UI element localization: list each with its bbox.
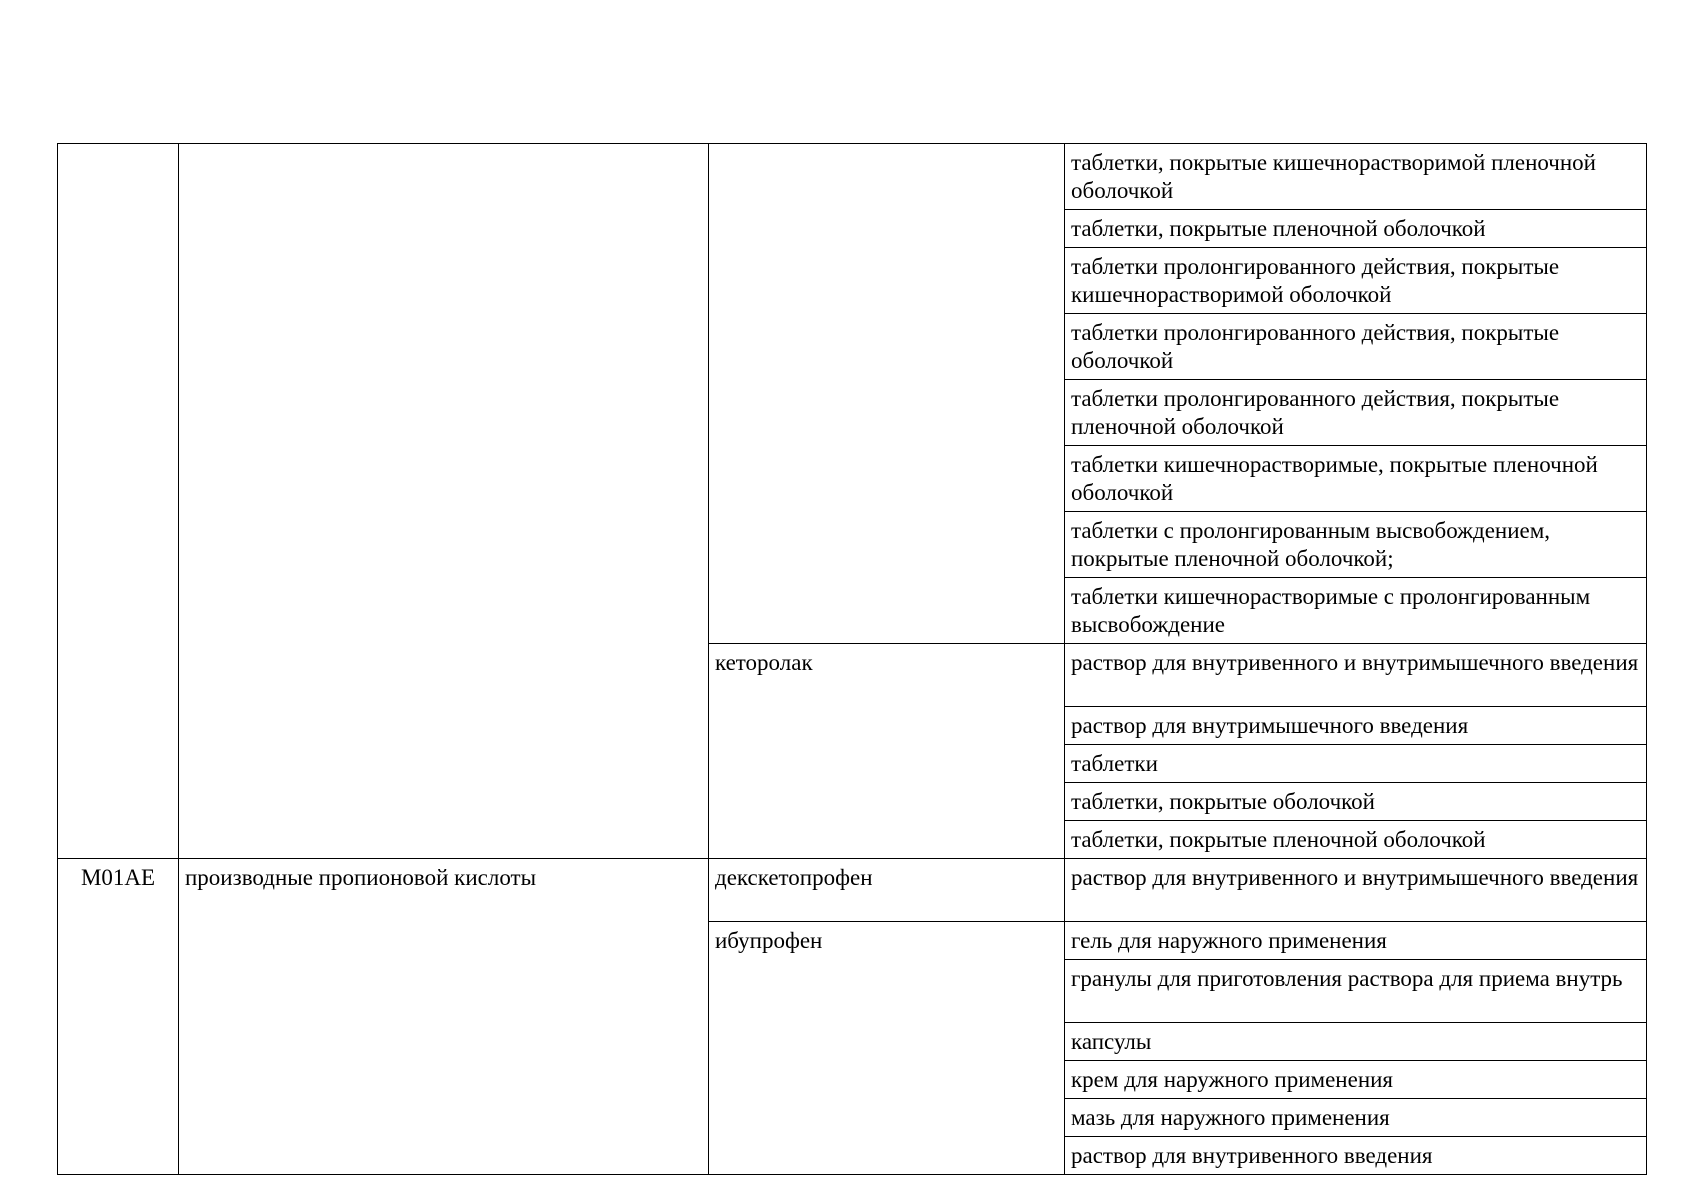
group-name-cell: производные пропионовой кислоты	[179, 859, 709, 1175]
dosage-form-cell: крем для наружного применения	[1065, 1061, 1647, 1099]
dosage-form-cell: раствор для внутривенного и внутримышечного введения	[1065, 644, 1647, 707]
dosage-form-cell: таблетки, покрытые пленочной оболочкой	[1065, 821, 1647, 859]
dosage-form-cell: таблетки пролонгированного действия, покрытые оболочкой	[1065, 314, 1647, 380]
table-row	[58, 144, 1647, 210]
drug-name-cell: кеторолак	[709, 644, 1065, 859]
dosage-form-cell: таблетки пролонгированного действия, покрытые кишечнорастворимой оболочкой	[1065, 248, 1647, 314]
drug-name-cell: ибупрофен	[709, 922, 1065, 1175]
dosage-form-cell: таблетки	[1065, 745, 1647, 783]
document-page	[57, 143, 1646, 1175]
dosage-form-cell: таблетки с пролонгированным высвобождением, покрытые пленочной оболочкой;	[1065, 512, 1647, 578]
dosage-form-cell: раствор для внутримышечного введения	[1065, 707, 1647, 745]
atc-code-cell: M01AE	[58, 859, 179, 1175]
dosage-form-cell: капсулы	[1065, 1023, 1647, 1061]
dosage-form-cell: таблетки, покрытые оболочкой	[1065, 783, 1647, 821]
drug-name-cell: декскетопрофен	[709, 859, 1065, 922]
dosage-form-cell: таблетки, покрытые кишечнорастворимой пленочной оболочкой	[1065, 144, 1647, 210]
dosage-form-cell: таблетки пролонгированного действия, покрытые пленочной оболочкой	[1065, 380, 1647, 446]
atc-code-cell	[58, 144, 179, 859]
dosage-form-cell: раствор для внутривенного и внутримышечного введения	[1065, 859, 1647, 922]
dosage-form-cell: таблетки, покрытые пленочной оболочкой	[1065, 210, 1647, 248]
medication-table	[57, 143, 1647, 1175]
dosage-form-cell: таблетки кишечнорастворимые с пролонгированным высвобождение	[1065, 578, 1647, 644]
group-name-cell	[179, 144, 709, 859]
dosage-form-cell: гранулы для приготовления раствора для приема внутрь	[1065, 960, 1647, 1023]
drug-name-cell	[709, 144, 1065, 644]
dosage-form-cell: раствор для внутривенного введения	[1065, 1137, 1647, 1175]
table-row	[58, 859, 1647, 922]
dosage-form-cell: гель для наружного применения	[1065, 922, 1647, 960]
dosage-form-cell: мазь для наружного применения	[1065, 1099, 1647, 1137]
dosage-form-cell: таблетки кишечнорастворимые, покрытые пленочной оболочкой	[1065, 446, 1647, 512]
